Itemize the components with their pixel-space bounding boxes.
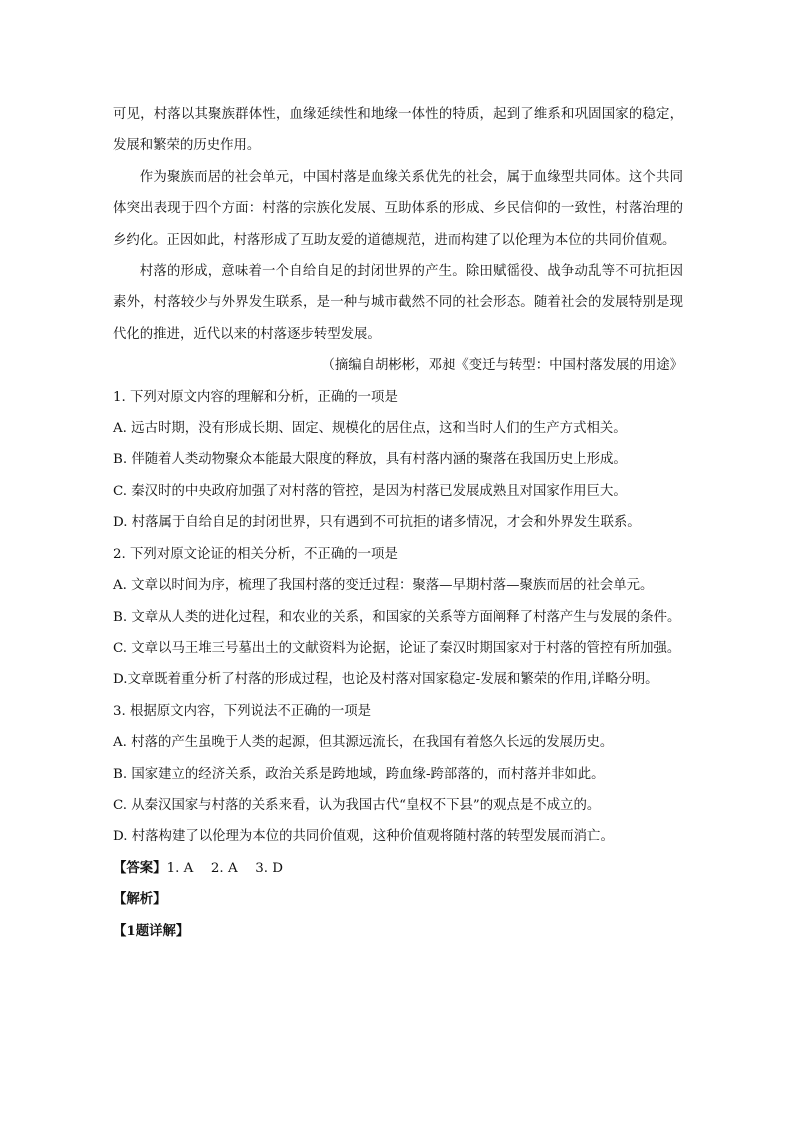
question-3-option-c: C. 从秦汉国家与村落的关系来看，认为我国古代“皇权不下县”的观点是不成立的。	[113, 797, 601, 813]
question-2-option-a: A. 文章以时间为序，梳理了我国村落的变迁过程：聚落—早期村落—聚族而居的社会单元。	[113, 578, 654, 594]
analysis-label: 【解析】	[113, 891, 167, 908]
question-2-stem: 2. 下列对原文论证的相关分析，不正确的一项是	[113, 546, 398, 562]
passage-paragraph-3: 村落的形成，意味着一个自给自足的封闭世界的产生。除田赋徭役、战争动乱等不可抗拒因素外，村落较少与外界发生联系，是一种与城市截然不同的社会形态。随着社会的发展特别是现代化的推进，近代以来的村落逐步转型发展。	[113, 264, 683, 342]
question-1-option-b: B. 伴随着人类动物聚众本能最大限度的释放，具有村落内涵的聚落在我国历史上形成。	[113, 452, 627, 468]
question-1-option-d: D. 村落属于自给自足的封闭世界，只有遇到不可抗拒的诸多情况，才会和外界发生联系。	[113, 515, 641, 531]
question-3-option-d: D. 村落构建了以伦理为本位的共同价值观，这种价值观将随村落的转型发展而消亡。	[113, 829, 614, 845]
question-2-option-b: B. 文章从人类的进化过程，和农业的关系，和国家的关系等方面阐释了村落产生与发展的条件。	[113, 609, 681, 625]
question-1-stem: 1. 下列对原文内容的理解和分析，正确的一项是	[113, 389, 398, 405]
answer-line	[113, 853, 683, 884]
passage-paragraph-2: 作为聚族而居的社会单元，中国村落是血缘关系优先的社会，属于血缘型共同体。这个共同体突出表现于四个方面：村落的宗族化发展、互助体系的形成、乡民信仰的一致性，村落治理的乡约化。正因如此，村落形成了互助友爱的道德规范，进而构建了以伦理为本位的共同价值观。	[113, 169, 683, 248]
passage-source: （摘编自胡彬彬，邓昶《变迁与转型：中国村落发展的用途》	[321, 358, 683, 374]
document-body	[113, 99, 683, 947]
answer-text: 1. A 2. A 3. D	[166, 860, 284, 876]
question-3-option-a: A. 村落的产生虽晚于人类的起源，但其源远流长，在我国有着悠久长远的发展历史。	[113, 735, 614, 751]
question-2-option-c: C. 文章以马王堆三号墓出土的文献资料为论据，论证了秦汉时期国家对于村落的管控有所加强。	[113, 640, 681, 656]
detail-label: 【1题详解】	[113, 922, 190, 939]
question-3-stem: 3. 根据原文内容，下列说法不正确的一项是	[113, 703, 372, 719]
passage-paragraph-1: 可见，村落以其聚族群体性，血缘延续性和地缘一体性的特质，起到了维系和巩固国家的稳定，发展和繁荣的历史作用。	[113, 107, 683, 154]
question-1-option-a: A. 远古时期，没有形成长期、固定、规模化的居住点，这和当时人们的生产方式相关。	[113, 421, 627, 437]
question-1-option-c: C. 秦汉时的中央政府加强了对村落的管控，是因为村落已发展成熟且对国家作用巨大。	[113, 483, 627, 499]
answer-label: 【答案】	[113, 859, 167, 876]
question-2-option-d: D.文章既着重分析了村落的形成过程，也论及村落对国家稳定-发展和繁荣的作用,详略分明。	[113, 672, 659, 688]
question-3-option-b: B. 国家建立的经济关系，政治关系是跨地域，跨血缘-跨部落的，而村落并非如此。	[113, 766, 605, 782]
